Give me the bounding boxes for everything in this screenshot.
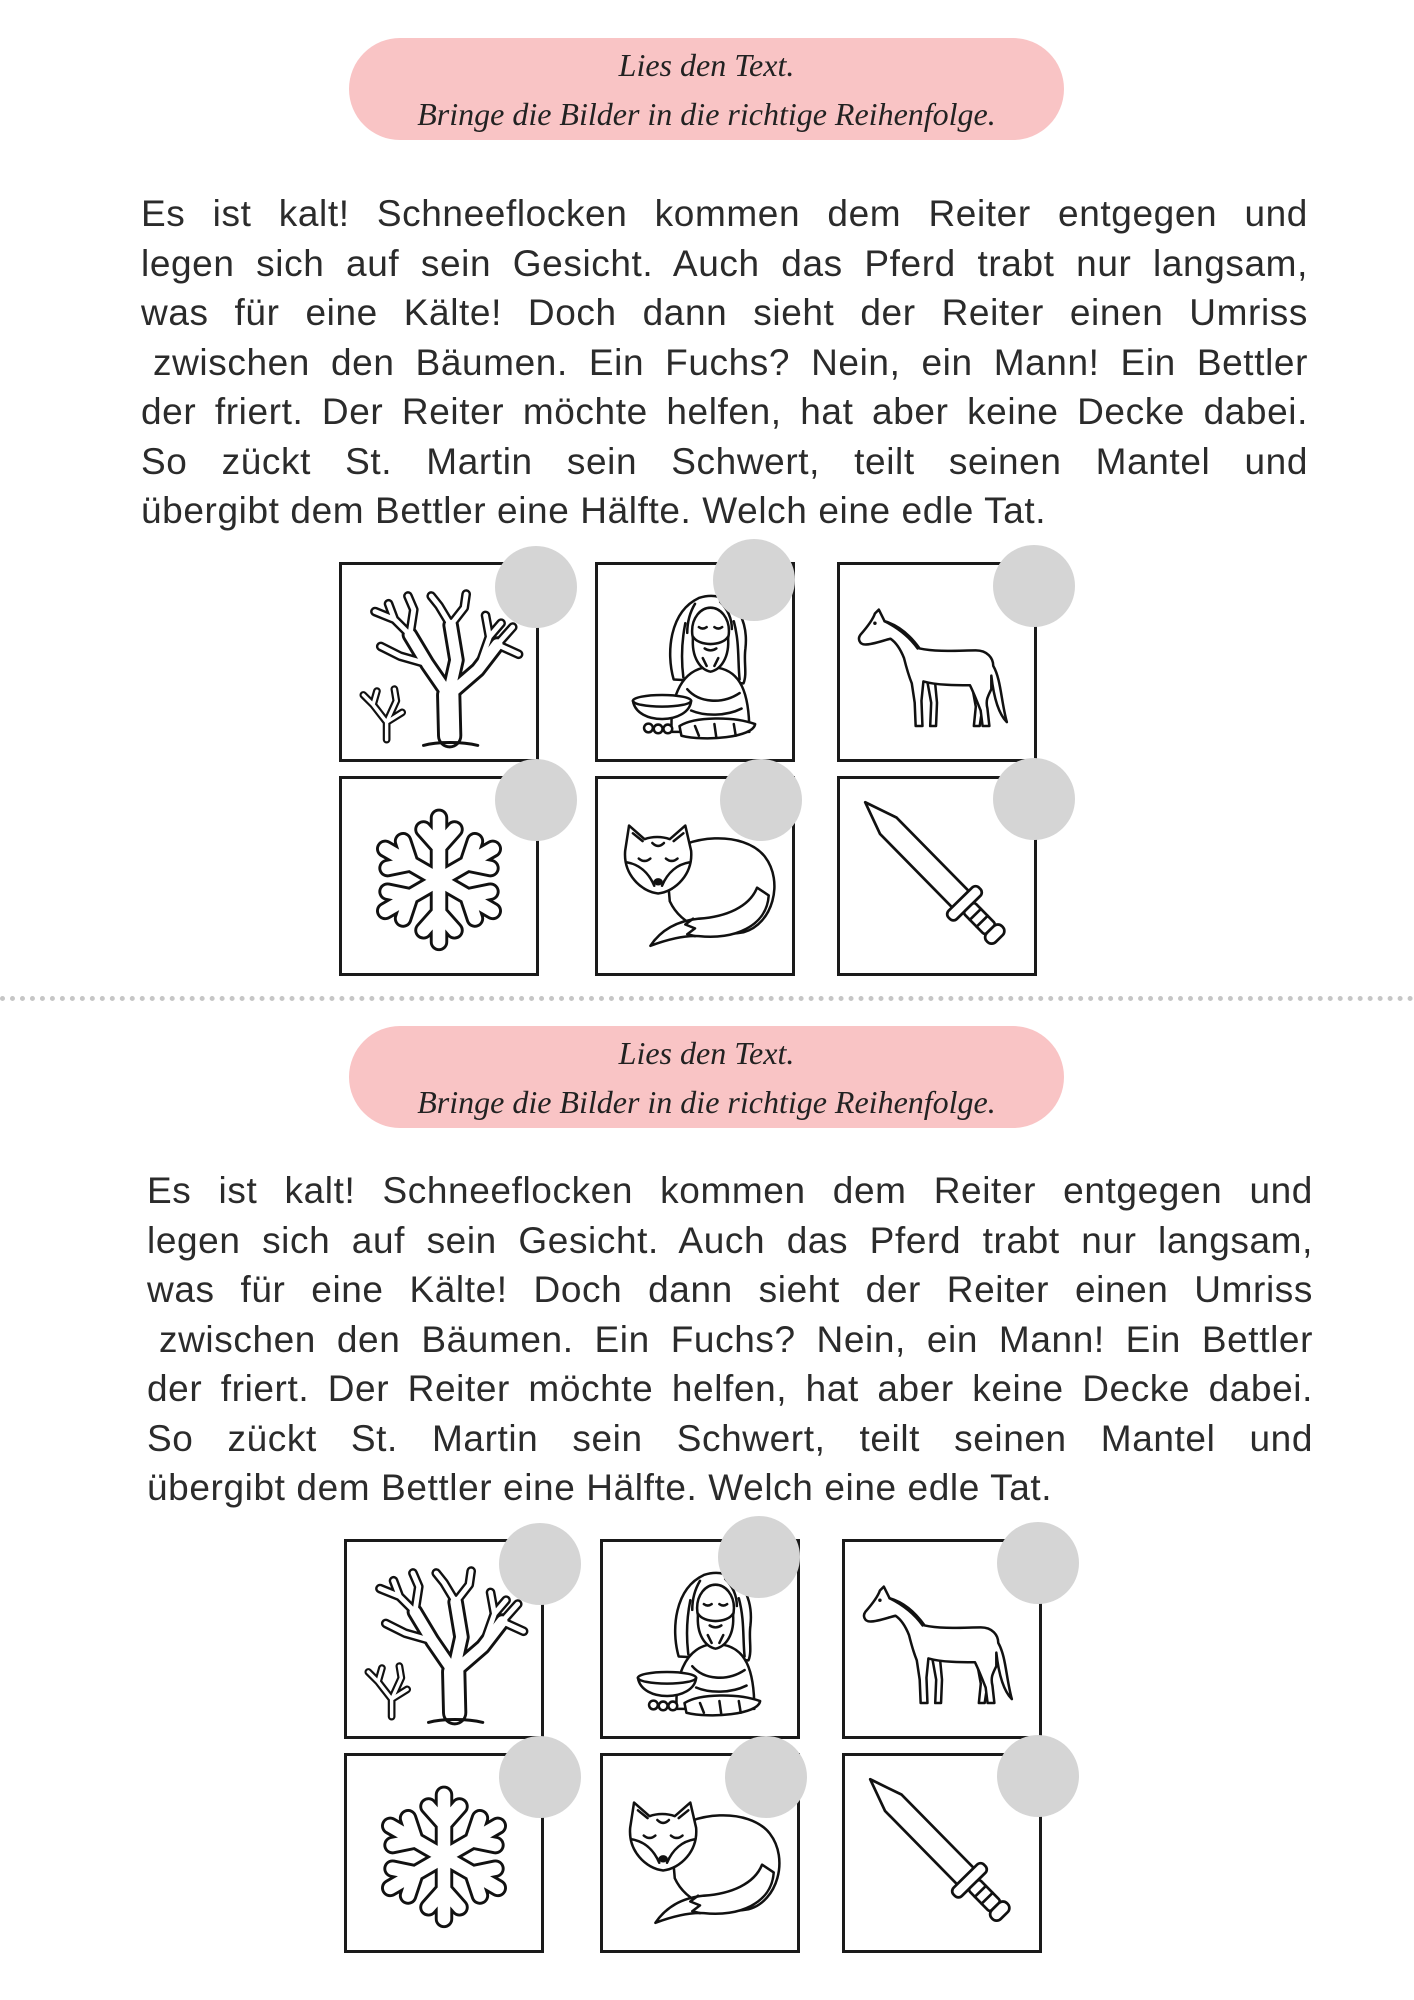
instruction-line-2: Bringe die Bilder in die richtige Reihenfolge. [417, 1084, 996, 1120]
number-circle [997, 1735, 1079, 1817]
number-circle [495, 546, 577, 628]
story-line: So zückt St. Martin sein Schwert, teilt seinen Mantel und [141, 440, 1308, 482]
number-circle [713, 539, 795, 621]
number-circle [997, 1522, 1079, 1604]
number-circle [499, 1523, 581, 1605]
story-line: der friert. Der Reiter möchte helfen, hat aber keine Decke dabei. [141, 391, 1308, 432]
instruction-line-2: Bringe die Bilder in die richtige Reihenfolge. [417, 96, 996, 132]
story-text [141, 189, 1308, 536]
story-line: legen sich auf sein Gesicht. Auch das Pferd trabt nur langsam, [147, 1219, 1313, 1261]
story-text [147, 1166, 1313, 1513]
number-circle [993, 758, 1075, 840]
story-line: übergibt dem Bettler eine Hälfte. Welch eine edle Tat. [141, 490, 1047, 531]
number-circle [495, 759, 577, 841]
number-circle [718, 1516, 800, 1598]
number-circle [720, 759, 802, 841]
story-line: zwischen den Bäumen. Ein Fuchs? Nein, ein Mann! Ein Bettler [159, 1318, 1313, 1360]
instruction-line-1: Lies den Text. [618, 1035, 795, 1071]
story-line: Es ist kalt! Schneeflocken kommen dem Reiter entgegen und [141, 193, 1308, 234]
story-line: was für eine Kälte! Doch dann sieht der Reiter einen Umriss [147, 1269, 1313, 1310]
number-circle [993, 545, 1075, 627]
instruction-banner [349, 1026, 1064, 1128]
story-line: Es ist kalt! Schneeflocken kommen dem Reiter entgegen und [147, 1170, 1313, 1211]
story-line: übergibt dem Bettler eine Hälfte. Welch eine edle Tat. [147, 1467, 1053, 1508]
story-line: legen sich auf sein Gesicht. Auch das Pferd trabt nur langsam, [141, 242, 1308, 284]
cut-line [0, 996, 1414, 1001]
instruction-line-1: Lies den Text. [618, 47, 795, 83]
story-line: So zückt St. Martin sein Schwert, teilt seinen Mantel und [147, 1417, 1313, 1459]
story-line: der friert. Der Reiter möchte helfen, hat aber keine Decke dabei. [147, 1368, 1313, 1409]
story-line: was für eine Kälte! Doch dann sieht der Reiter einen Umriss [141, 292, 1308, 333]
number-circle [725, 1736, 807, 1818]
instruction-banner [349, 38, 1064, 140]
number-circle [499, 1736, 581, 1818]
story-line: zwischen den Bäumen. Ein Fuchs? Nein, ein Mann! Ein Bettler [153, 341, 1308, 383]
